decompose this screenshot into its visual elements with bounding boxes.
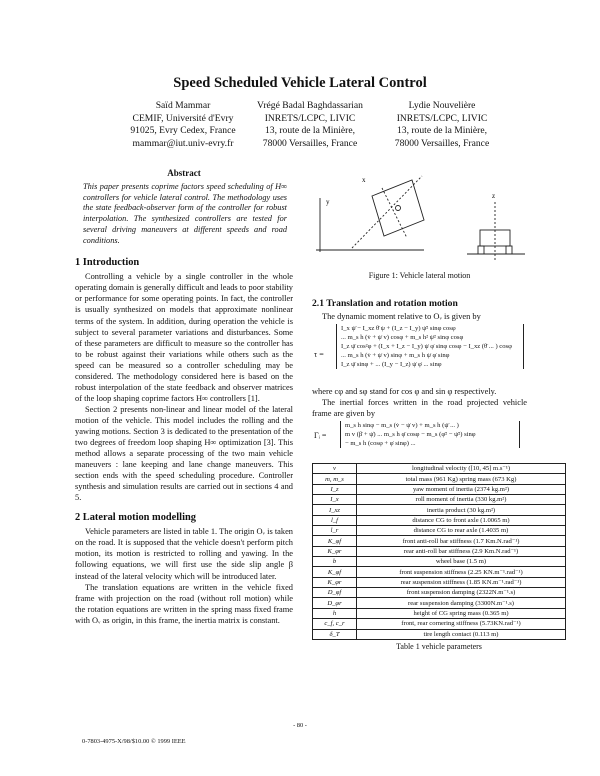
param-symbol: m, m_s: [313, 474, 357, 484]
param-symbol: I_xz: [313, 505, 357, 515]
equation-line: − m_s h (cosφ + φ̇ sinφ) ...: [345, 440, 416, 448]
table-row: [313, 567, 566, 577]
equation-line: I_x ψ̈ − I_xz θ̈ ψ + (I_z − I_y) ψ̇² sinφ cosφ: [341, 325, 456, 333]
paragraph: The dynamic moment relative to Oᵥ is given by: [322, 312, 481, 322]
table-row: [313, 608, 566, 618]
tau-equation: [312, 324, 527, 386]
author-3: [357, 100, 527, 150]
param-description: distance CG to front axle (1.0065 m): [357, 515, 566, 525]
abstract-text: This paper presents coprime factors speed scheduling of H∞ controllers for vehicle lateral control. The methodology uses the state feedback-observer form of the controller for robust interpolation. The synthesized controllers are tested for several driving maneuvers at different speeds and road conditions.: [83, 182, 287, 245]
param-description: front suspension stiffness (2.25 KN.m⁻¹.rad⁻¹): [357, 567, 566, 577]
param-symbol: h: [313, 608, 357, 618]
equation-line: m_s h sinφ − m_s (v̇ − ψ̇ v) + m_s h (ψ̈ ... ): [345, 422, 459, 430]
table-row: [313, 484, 566, 494]
equation-line: m v (β̇ + ψ̇) ... m_s h φ̈ cosφ − m_s (φ̇² − ψ̇²) sinφ: [345, 431, 476, 439]
paper-title: Speed Scheduled Vehicle Lateral Control: [173, 75, 427, 91]
param-symbol: K_φr: [313, 546, 357, 556]
cg-point: [396, 206, 401, 211]
param-description: longitudinal velocity ([10, 45] m.s⁻¹): [357, 464, 566, 474]
param-symbol: δ_T: [313, 629, 357, 639]
page-number: - 80 -: [293, 722, 307, 729]
equation-line: I_z ψ̈ sinφ + ... (I_y − I_z) ψ̇ φ̇ ... sinφ: [341, 361, 442, 369]
param-description: total mass (961 Kg) spring mass (673 Kg): [357, 474, 566, 484]
figure-caption: Figure 1: Vehicle lateral motion: [368, 271, 471, 280]
author-name: Vrégé Badal Baghdassarian: [257, 100, 363, 111]
author-name: Lydie Nouvelière: [408, 100, 476, 111]
paragraph: The translation equations are written in the vehicle fixed frame with projection on the road (without roll motion) while the rotation equations are written in the spring mass fixed frame with Oᵥ as origin, in this frame, the inertia matrix is constant.: [75, 582, 293, 625]
svg-text:x: x: [362, 176, 366, 184]
paragraph: The inertial forces written in the road projected vehicle frame are given by: [312, 398, 527, 419]
paragraph: Vehicle parameters are listed in table 1. The origin Oᵥ is taken on the road. It is supposed that the vehicle doesn't perform pitch motion, its motion is restricted to rolling and yawing. In the following equations, we will first use the side slip angle β instead of the lateral velocity which will be introduced later.: [75, 527, 293, 581]
param-symbol: l_f: [313, 515, 357, 525]
author-affiliation: INRETS/LCPC, LIVIC: [396, 112, 488, 124]
right-column: [312, 298, 527, 455]
author-address: 13, route de la Minière,: [396, 125, 488, 136]
svg-text:z: z: [492, 192, 496, 200]
param-symbol: K_φf: [313, 567, 357, 577]
paragraph: Controlling a vehicle by a single controller in the whole operating domain is generally difficult and leads to poor stability or performance for some operating points. In fact, the controller is usually synthesized on models that approximate nonlinear terms of the system. In addition, during operation the vehicle is subject to several parameter variations and disturbances. Some of these parameters are difficult to measure so the controller has to be robust against their variations while others such as the speed can be measured so a controller scheduling may be considered. The methodology considered here is based on the robust interpolation of the state feedback and observer matrices of the loop shaping coprime factors H∞ controllers [1].: [75, 272, 293, 403]
vehicle-body: [372, 180, 424, 236]
author-address: 91025, Evry Cedex, France: [130, 125, 236, 136]
param-description: rear suspension damping (3300N.m⁻¹.s): [357, 598, 566, 608]
author-city: 78000 Versailles, France: [262, 137, 358, 149]
paragraph: Section 2 presents non-linear and linear model of the lateral motion of the vehicle. This model includes the rolling and the yawing motions. Section 3 is dedicated to the presentation of the two degrees of freedom loop shaping H∞ optimization [3]. This method allows a separate processing of the two main vehicle maneuvers : lane keeping and lane change maneuvers. This section ends with the speed scheduling procedure. Controller synthesis and simulation results are carried out in sections 4 and 5.: [75, 404, 293, 503]
param-symbol: v: [313, 464, 357, 474]
vehicle-lateral-motion-figure: [312, 168, 527, 268]
param-symbol: I_z: [313, 484, 357, 494]
author-affiliation: CEMIF, Université d'Evry: [132, 112, 234, 124]
param-description: rear suspension stiffness (1.85 KN.m⁻¹.rad⁻¹): [357, 577, 566, 587]
author-address: 13, route de la Minière,: [264, 125, 356, 136]
table-row: [313, 464, 566, 474]
param-description: inertia product (30 kg.m²): [357, 505, 566, 515]
equation-line: ... m_s h (v̇ + ψ̇ v) cosφ + m_s h² ψ̇² sinφ cosφ: [341, 334, 464, 342]
table-row: [313, 619, 566, 629]
paragraph: where cφ and sφ stand for cos φ and sin φ respectively.: [312, 387, 497, 397]
param-symbol: K_φf: [313, 536, 357, 546]
param-symbol: c_f, c_r: [313, 619, 357, 629]
gamma-label: Γᵢ =: [314, 431, 327, 441]
param-description: yaw moment of inertia (2374 kg.m²): [357, 484, 566, 494]
table-row: [313, 588, 566, 598]
svg-text:y: y: [326, 198, 330, 206]
param-description: rear anti-roll bar stiffness (2.9 Km.N.rad⁻¹): [357, 546, 566, 556]
author-affiliation: INRETS/LCPC, LIVIC: [264, 112, 356, 124]
author-name: Saïd Mammar: [155, 100, 211, 111]
tau-label: τ =: [314, 350, 324, 360]
wheel-right: [506, 246, 512, 254]
author-city: 78000 Versailles, France: [394, 137, 490, 149]
param-description: distance CG to rear axle (1.4035 m): [357, 526, 566, 536]
table-row: [313, 526, 566, 536]
param-description: front suspension damping (2322N.m⁻¹.s): [357, 588, 566, 598]
table-row: [313, 546, 566, 556]
param-description: tire length contact (0.113 m): [357, 629, 566, 639]
param-symbol: D_φf: [313, 588, 357, 598]
author-email: mammar@iut.univ-evry.fr: [132, 137, 234, 149]
parameters-table-wrap: [312, 463, 566, 651]
table-row: [313, 515, 566, 525]
table-row: [313, 598, 566, 608]
param-symbol: b: [313, 557, 357, 567]
table-row: [313, 577, 566, 587]
param-description: height of CG spring mass (0.365 m): [357, 608, 566, 618]
table-row: [313, 557, 566, 567]
table-row: [313, 495, 566, 505]
table-row: [313, 536, 566, 546]
section-heading-lateral-motion: 2 Lateral motion modelling: [75, 512, 196, 524]
section-heading-introduction: 1 Introduction: [75, 257, 140, 269]
abstract-heading: Abstract: [167, 168, 201, 178]
param-description: roll moment of inertia (330 kg.m²): [357, 495, 566, 505]
param-symbol: l_r: [313, 526, 357, 536]
table-row: [313, 629, 566, 639]
param-description: front, rear cornering stiffness (5.73KN.rad⁻¹): [357, 619, 566, 629]
param-symbol: I_x: [313, 495, 357, 505]
param-symbol: K_φr: [313, 577, 357, 587]
table-caption: Table 1 vehicle parameters: [396, 641, 482, 651]
wheel-left: [478, 246, 484, 254]
equation-line: I_z ψ̈ cos²φ + (I_x + I_z − I_y) ψ̇ φ̇ sinφ cosφ − I_xz (θ̈ ... ) cosφ: [341, 343, 512, 351]
copyright-line: 0-7803-4975-X/98/$10.00 © 1999 IEEE: [82, 738, 186, 745]
subsection-heading: 2.1 Translation and rotation motion: [312, 298, 458, 309]
param-description: wheel base (1.5 m): [357, 557, 566, 567]
equation-line: ... m_s h (v̇ + ψ̇ v) sinφ + m_s h ψ̇ φ̇ sinφ: [341, 352, 450, 360]
parameters-table: [312, 463, 566, 640]
table-row: [313, 505, 566, 515]
table-row: [313, 474, 566, 484]
gamma-equation: [312, 421, 527, 455]
param-symbol: D_φr: [313, 598, 357, 608]
left-column: [75, 168, 293, 626]
param-description: front anti-roll bar stiffness (1.7 Km.N.rad⁻¹): [357, 536, 566, 546]
heading-line: [352, 176, 422, 248]
